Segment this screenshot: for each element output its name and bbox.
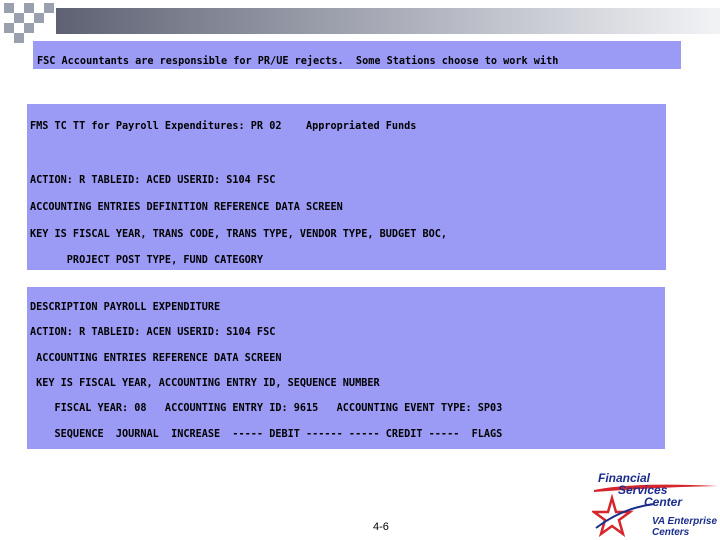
- screen-line: KEY IS FISCAL YEAR, TRANS CODE, TRANS TYPE, VENDOR TYPE, BUDGET BOC,: [30, 228, 448, 240]
- deco-square: [24, 23, 34, 33]
- logo-text-4: VA Enterprise: [652, 516, 718, 527]
- screen-line: FISCAL YEAR: 08 ACCOUNTING ENTRY ID: 9615 ACCOUNTING EVENT TYPE: SP03: [30, 403, 503, 415]
- note-panel: [33, 41, 681, 69]
- logo-text-2: Services: [618, 483, 668, 497]
- aced-screen-panel: [27, 104, 666, 270]
- page-number: 4-6: [373, 521, 389, 533]
- deco-square: [4, 23, 14, 33]
- deco-square: [14, 33, 24, 43]
- note-line: FSC Accountants are responsible for PR/UE rejects. Some Stations choose to work with: [37, 56, 559, 68]
- screen-line: FMS TC TT for Payroll Expenditures: PR 02 Appropriated Funds: [30, 121, 417, 133]
- screen-line: PROJECT POST TYPE, FUND CATEGORY: [30, 255, 264, 267]
- deco-square: [34, 13, 44, 23]
- screen-line: ACCOUNTING ENTRIES DEFINITION REFERENCE DATA SCREEN: [30, 201, 343, 213]
- screen-line: DESCRIPTION PAYROLL EXPENDITURE: [30, 301, 221, 313]
- screen-line: [30, 147, 666, 160]
- header-decoration: [0, 0, 60, 44]
- deco-square: [4, 3, 14, 13]
- logo-text-3: Center: [644, 495, 683, 509]
- acen-screen-panel: [27, 287, 665, 449]
- screen-line: ACTION: R TABLEID: ACEN USERID: S104 FSC: [30, 327, 276, 339]
- deco-square: [14, 13, 24, 23]
- screen-line: ACTION: R TABLEID: ACED USERID: S104 FSC: [30, 175, 276, 187]
- screen-line: ACCOUNTING ENTRIES REFERENCE DATA SCREEN: [30, 352, 282, 364]
- screen-line: SEQUENCE JOURNAL INCREASE ----- DEBIT ------ ----- CREDIT ----- FLAGS: [30, 428, 503, 440]
- header-gradient-bar: [56, 8, 720, 34]
- logo-text-5: Centers: [652, 527, 690, 538]
- screen-line: KEY IS FISCAL YEAR, ACCOUNTING ENTRY ID, SEQUENCE NUMBER: [30, 377, 380, 389]
- deco-square: [44, 3, 54, 13]
- fsc-logo: [592, 468, 720, 540]
- deco-square: [24, 3, 34, 13]
- logo-text-1: Financial: [598, 471, 651, 485]
